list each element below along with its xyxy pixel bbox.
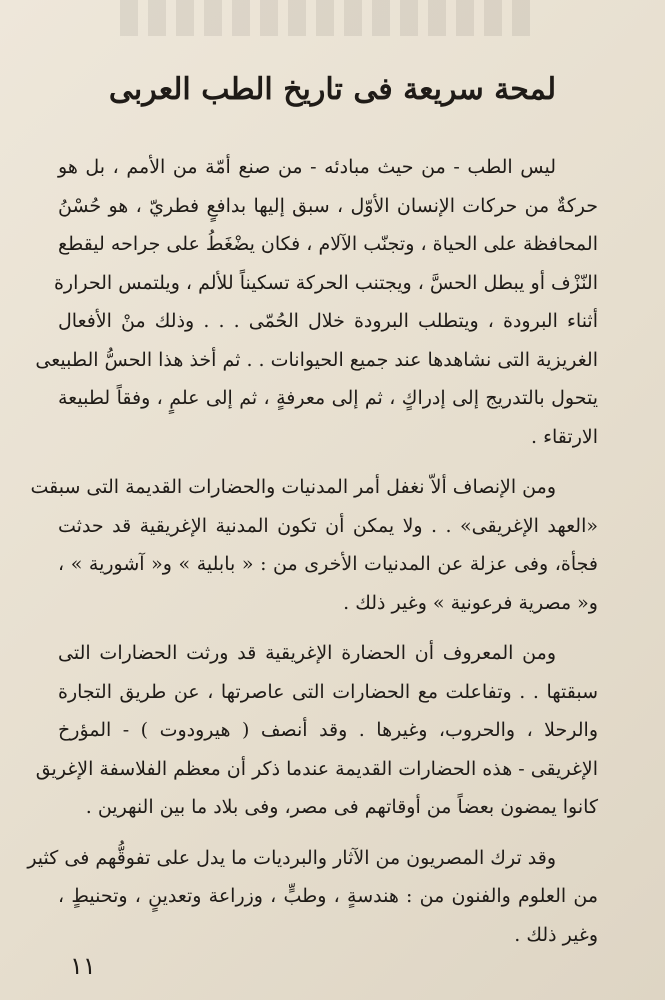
paragraph-line: كانوا يمضون بعضاً من أوقاتهم فى مصر، وفى بلاد ما بين النهرين .: [85, 796, 598, 818]
page-body: [27, 148, 598, 966]
paragraph-2: [30, 468, 598, 622]
page-title: لمحة سريعة فى تاريخ الطب العربى: [108, 72, 557, 107]
paragraph-line: وقد ترك المصريون من الآثار والبرديات ما يدل على تفوقُّهم فى كثير: [27, 846, 556, 869]
paragraph-line: المحافظة على الحياة ، وتجنّب الآلام ، فكان يضْغَطُ على جراحه ليقطع: [58, 233, 598, 255]
paragraph-line: سبقتها . . وتفاعلت مع الحضارات التى عاصرتها ، عن طريق التجارة: [58, 680, 598, 703]
paragraph-1: [35, 148, 598, 456]
paragraph-line: من العلوم والفنون من : هندسةٍ ، وطبٍّ ، وزراعة وتعدينٍ ، وتحنيطٍ ،: [58, 885, 598, 907]
page-number: ١١: [70, 952, 96, 980]
paragraph-3: [35, 634, 598, 827]
paragraph-line: «العهد الإغريقى» . . ولا يمكن أن تكون المدنية الإغريقية قد حدثت: [58, 514, 598, 537]
bleed-through-decoration: [120, 0, 540, 36]
paragraph-4: [27, 839, 598, 955]
paragraph-line: الإغريقى - هذه الحضارات القديمة عندما ذكر أن معظم الفلاسفة الإغريق: [35, 757, 598, 780]
paragraph-line: الارتقاء .: [531, 425, 598, 448]
paragraph-line: والرحلا ، والحروب، وغيرها . وقد أنصف ( هيرودوت ) - المؤرخ: [58, 719, 598, 741]
paragraph-line: أثناء البرودة ، ويتطلب البرودة خلال الحُمّى . . . وذلك منْ الأفعال: [58, 310, 598, 332]
paragraph-line: ومن المعروف أن الحضارة الإغريقية قد ورثت الحضارات التى: [58, 642, 556, 664]
paragraph-line: النّزْف أو يبطل الحسَّ ، ويجتنب الحركة تسكيناً للألم ، ويلتمس الحرارة: [53, 271, 598, 294]
paragraph-line: فجأة، وفى عزلة عن المدنيات الأخرى من : « بابلية » و« آشورية » ،: [58, 553, 598, 575]
paragraph-line: حركةٌ من حركات الإنسان الأوّل ، سبق إليها بدافعٍ فطريّ ، هو حُسْنُ: [58, 194, 598, 217]
paragraph-line: ومن الإنصاف ألاّ نغفل أمر المدنيات والحضارات القديمة التى سبقت: [30, 476, 556, 498]
paragraph-line: وغير ذلك .: [514, 923, 598, 946]
paragraph-line: ليس الطب - من حيث مبادئه - من صنع أمّة من الأمم ، بل هو: [58, 156, 556, 178]
paragraph-line: يتحول بالتدريج إلى إدراكٍ ، ثم إلى معرفةٍ ، ثم إلى علمٍ ، وفقاً لطبيعة: [58, 387, 598, 409]
paragraph-line: الغريزية التى نشاهدها عند جميع الحيوانات . . ثم أخذ هذا الحسُّ الطبيعى: [35, 348, 598, 371]
paragraph-line: و« مصرية فرعونية » وغير ذلك .: [343, 591, 598, 614]
